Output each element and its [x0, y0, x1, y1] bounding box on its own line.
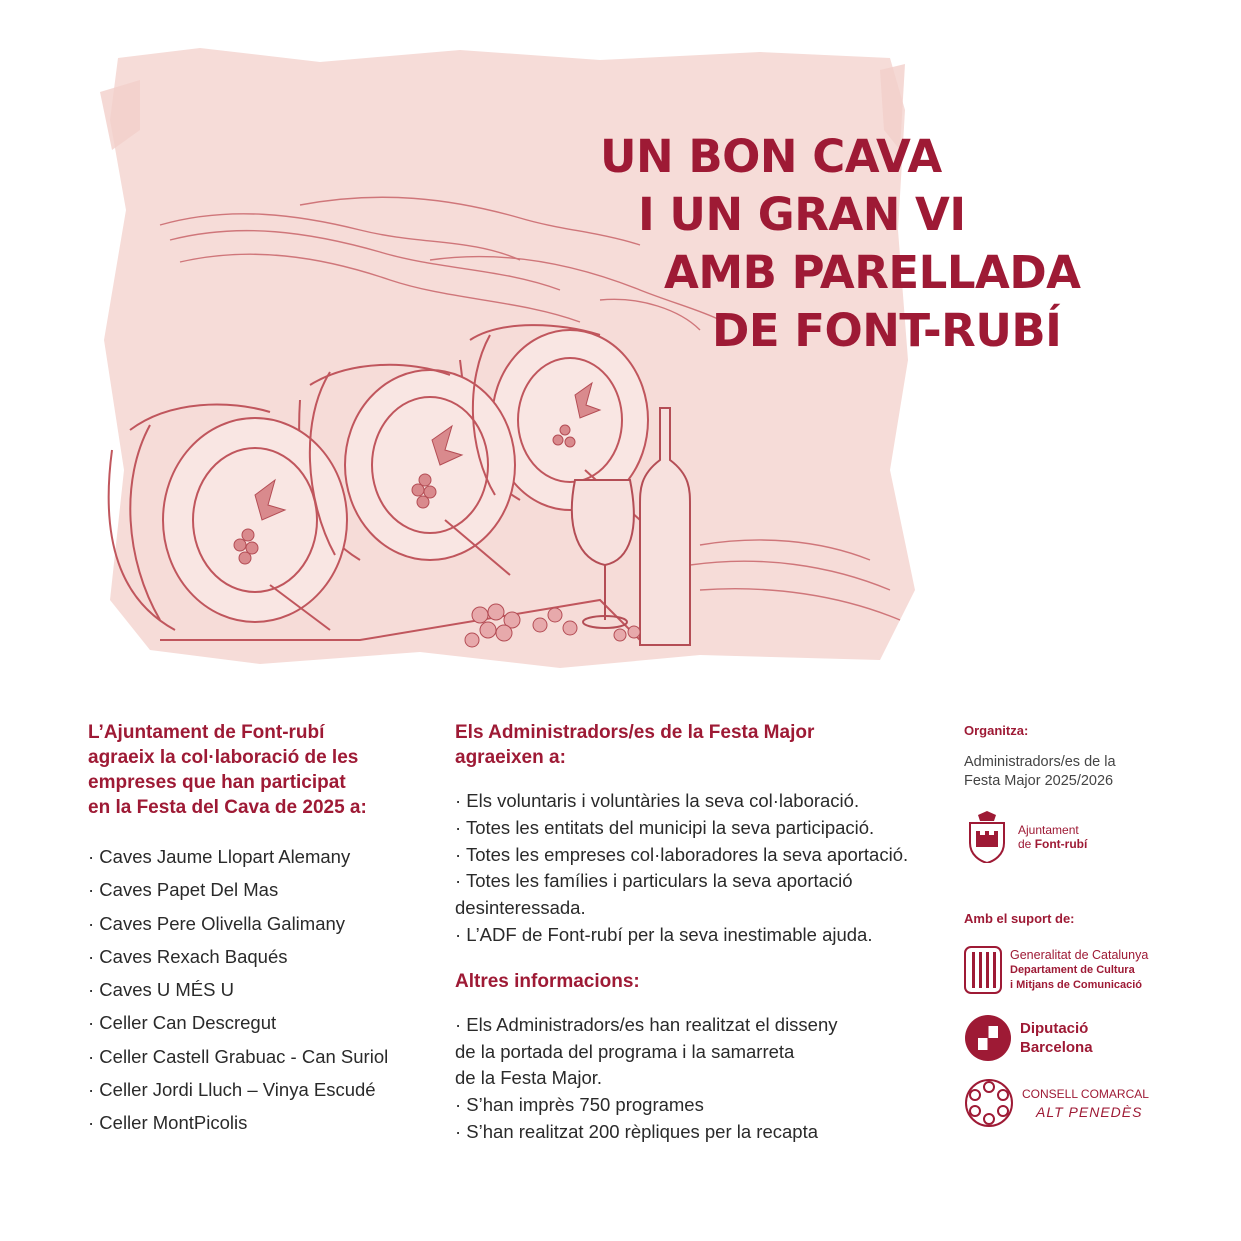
heading-line: L’Ajuntament de Font-rubí [88, 722, 325, 743]
generalitat-logo [964, 946, 1204, 994]
list-item: · Celler Can Descregut [88, 1012, 277, 1034]
list-item: · Totes les entitats del municipi la seva participació. [455, 816, 875, 838]
altres-informacions-heading: Altres informacions: [455, 970, 640, 992]
ajuntament-prefix: de [1018, 837, 1035, 851]
companies-list [88, 840, 428, 1140]
list-item: · Totes les famílies i particulars la seva aportació desinteressada. [455, 870, 853, 919]
organitza-text [964, 753, 1204, 791]
diputacio-logo-text [1020, 1019, 1093, 1057]
generalitat-logo-text [1010, 948, 1148, 993]
list-item: · Caves Rexach Baqués [88, 945, 288, 967]
consell-comarcal-logo [964, 1078, 1204, 1128]
heading-line: en la Festa del Cava de 2025 a: [88, 797, 367, 818]
list-item: · S’han imprès 750 programes [455, 1094, 704, 1116]
ajuntament-logo-text [1018, 823, 1087, 851]
suport-label: Amb el suport de: [964, 911, 1075, 926]
heading-line: empreses que han participat [88, 772, 346, 793]
list-item: · L’ADF de Font-rubí per la seva inestimable ajuda. [455, 923, 873, 945]
diputacio-logo [964, 1014, 1204, 1062]
thanks-list [455, 788, 935, 949]
headline [600, 128, 1081, 360]
generalitat-line1: Generalitat de Catalunya [1010, 947, 1149, 962]
ajuntament-thanks-heading [88, 720, 428, 820]
list-item: · Caves Jaume Llopart Alemany [88, 846, 351, 867]
list-item: · Caves Pere Olivella Galimany [88, 912, 346, 934]
diputacio-line1: Diputació [1020, 1020, 1089, 1037]
heading-line: Els Administradors/es de la Festa Major [455, 722, 815, 743]
list-item: · Celler Castell Grabuac - Can Suriol [88, 1045, 389, 1067]
list-item: de la Festa Major. [455, 1067, 603, 1089]
generalitat-line3: i Mitjans de Comunicació [1010, 978, 1143, 991]
consell-comarcal-emblem-icon [964, 1078, 1014, 1128]
administradors-thanks-heading [455, 720, 935, 770]
organitza-line: Festa Major 2025/2026 [964, 773, 1114, 789]
list-item: · Totes les empreses col·laboradores la seva aportació. [455, 843, 909, 865]
generalitat-line2: Departament de Cultura [1010, 963, 1135, 976]
list-item: · Els voluntaris i voluntàries la seva col·laboració. [455, 790, 860, 811]
ajuntament-thanks-column [88, 720, 428, 1140]
diputacio-emblem-icon [964, 1014, 1012, 1062]
list-item: · Caves Papet Del Mas [88, 879, 279, 901]
headline-line-1: UN BON CAVA [600, 130, 942, 183]
headline-line-2: I UN GRAN VI [638, 188, 966, 241]
organitza-label: Organitza: [964, 723, 1029, 738]
diputacio-line2: Barcelona [1020, 1039, 1093, 1056]
organitza-line: Administradors/es de la [964, 754, 1116, 770]
list-item: · Caves U MÉS U [88, 979, 234, 1001]
ajuntament-line1: Ajuntament [1018, 823, 1079, 837]
administradors-thanks-column [455, 720, 935, 1146]
heading-line: agraeix la col·laboració de les [88, 747, 359, 768]
consell-comarcal-logo-text [1022, 1085, 1149, 1121]
ajuntament-logo [964, 811, 1204, 863]
generalitat-emblem-icon [964, 946, 1002, 994]
sponsors-column [964, 720, 1204, 1128]
list-item: de la portada del programa i la samarreta [455, 1040, 795, 1062]
list-item: · Celler MontPicolis [88, 1112, 248, 1134]
ajuntament-name: Font-rubí [1034, 837, 1088, 851]
list-item: · Els Administradors/es han realitzat el disseny [455, 1013, 838, 1035]
coat-of-arms-icon [964, 811, 1010, 863]
info-list [455, 1012, 935, 1146]
list-item: · Celler Jordi Lluch – Vinya Escudé [88, 1079, 376, 1101]
headline-line-3: AMB PARELLADA [664, 246, 1081, 299]
headline-line-4: DE FONT-RUBÍ [712, 304, 1062, 357]
list-item: · S’han realitzat 200 rèpliques per la recapta [455, 1120, 819, 1142]
consell-line2: ALT PENEDÈS [1036, 1104, 1143, 1120]
consell-line1: CONSELL COMARCAL [1022, 1087, 1149, 1101]
heading-line: agraeixen a: [455, 747, 566, 768]
